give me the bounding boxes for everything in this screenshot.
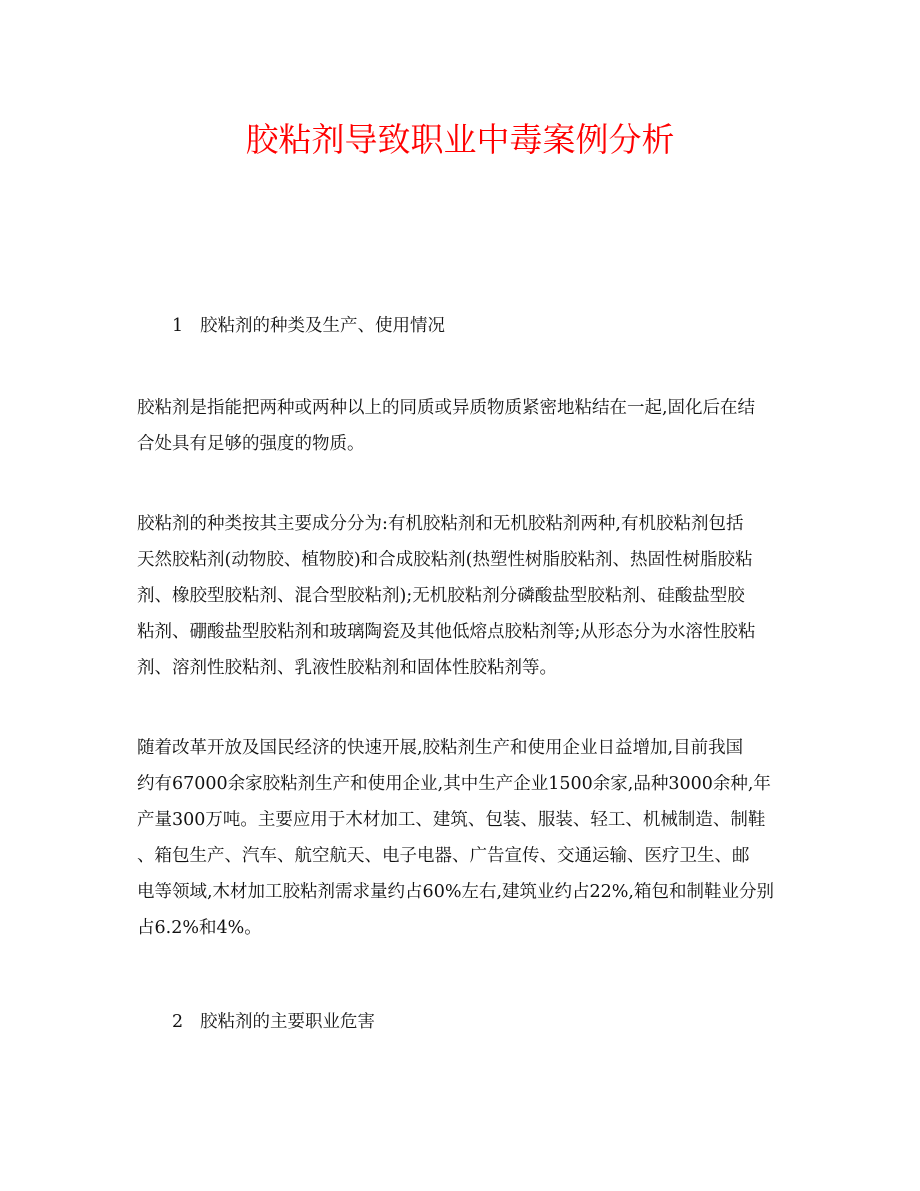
paragraph-line: 剂、溶剂性胶粘剂、乳液性胶粘剂和固体性胶粘剂等。 (137, 658, 557, 678)
paragraph-line: 产量300万吨。主要应用于木材加工、建筑、包装、服装、轻工、机械制造、制鞋 (137, 810, 766, 830)
section-heading-text: 胶粘剂的种类及生产、使用情况 (200, 316, 445, 336)
section-number: 1 (172, 316, 184, 336)
paragraph-line: 天然胶粘剂(动物胶、植物胶)和合成胶粘剂(热塑性树脂胶粘剂、热固性树脂胶粘 (137, 550, 753, 570)
section-heading-2 (172, 1011, 375, 1033)
section-heading-1 (172, 315, 445, 337)
section-number: 2 (172, 1012, 184, 1032)
paragraph-line: 占6.2%和4%。 (137, 918, 262, 938)
paragraph-line: 电等领域,木材加工胶粘剂需求量约占60%左右,建筑业约占22%,箱包和制鞋业分别 (137, 882, 774, 902)
document-title: 胶粘剂导致职业中毒案例分析 (245, 120, 675, 159)
paragraph-line: 胶粘剂的种类按其主要成分分为:有机胶粘剂和无机胶粘剂两种,有机胶粘剂包括 (137, 514, 744, 534)
paragraph-line: 约有67000余家胶粘剂生产和使用企业,其中生产企业1500余家,品种3000余种,年 (137, 774, 771, 794)
paragraph-line: 剂、橡胶型胶粘剂、混合型胶粘剂);无机胶粘剂分磷酸盐型胶粘剂、硅酸盐型胶 (137, 586, 745, 606)
paragraph-line: 随着改革开放及国民经济的快速开展,胶粘剂生产和使用企业日益增加,目前我国 (137, 738, 744, 758)
paragraph-line: 粘剂、硼酸盐型胶粘剂和玻璃陶瓷及其他低熔点胶粘剂等;从形态分为水溶性胶粘 (137, 622, 756, 642)
paragraph-line: 合处具有足够的强度的物质。 (137, 434, 365, 454)
paragraph-line: 胶粘剂是指能把两种或两种以上的同质或异质物质紧密地粘结在一起,固化后在结 (137, 398, 756, 418)
paragraph-line: 、箱包生产、汽车、航空航天、电子电器、广告宣传、交通运输、医疗卫生、邮 (137, 846, 750, 866)
section-heading-text: 胶粘剂的主要职业危害 (200, 1012, 375, 1032)
